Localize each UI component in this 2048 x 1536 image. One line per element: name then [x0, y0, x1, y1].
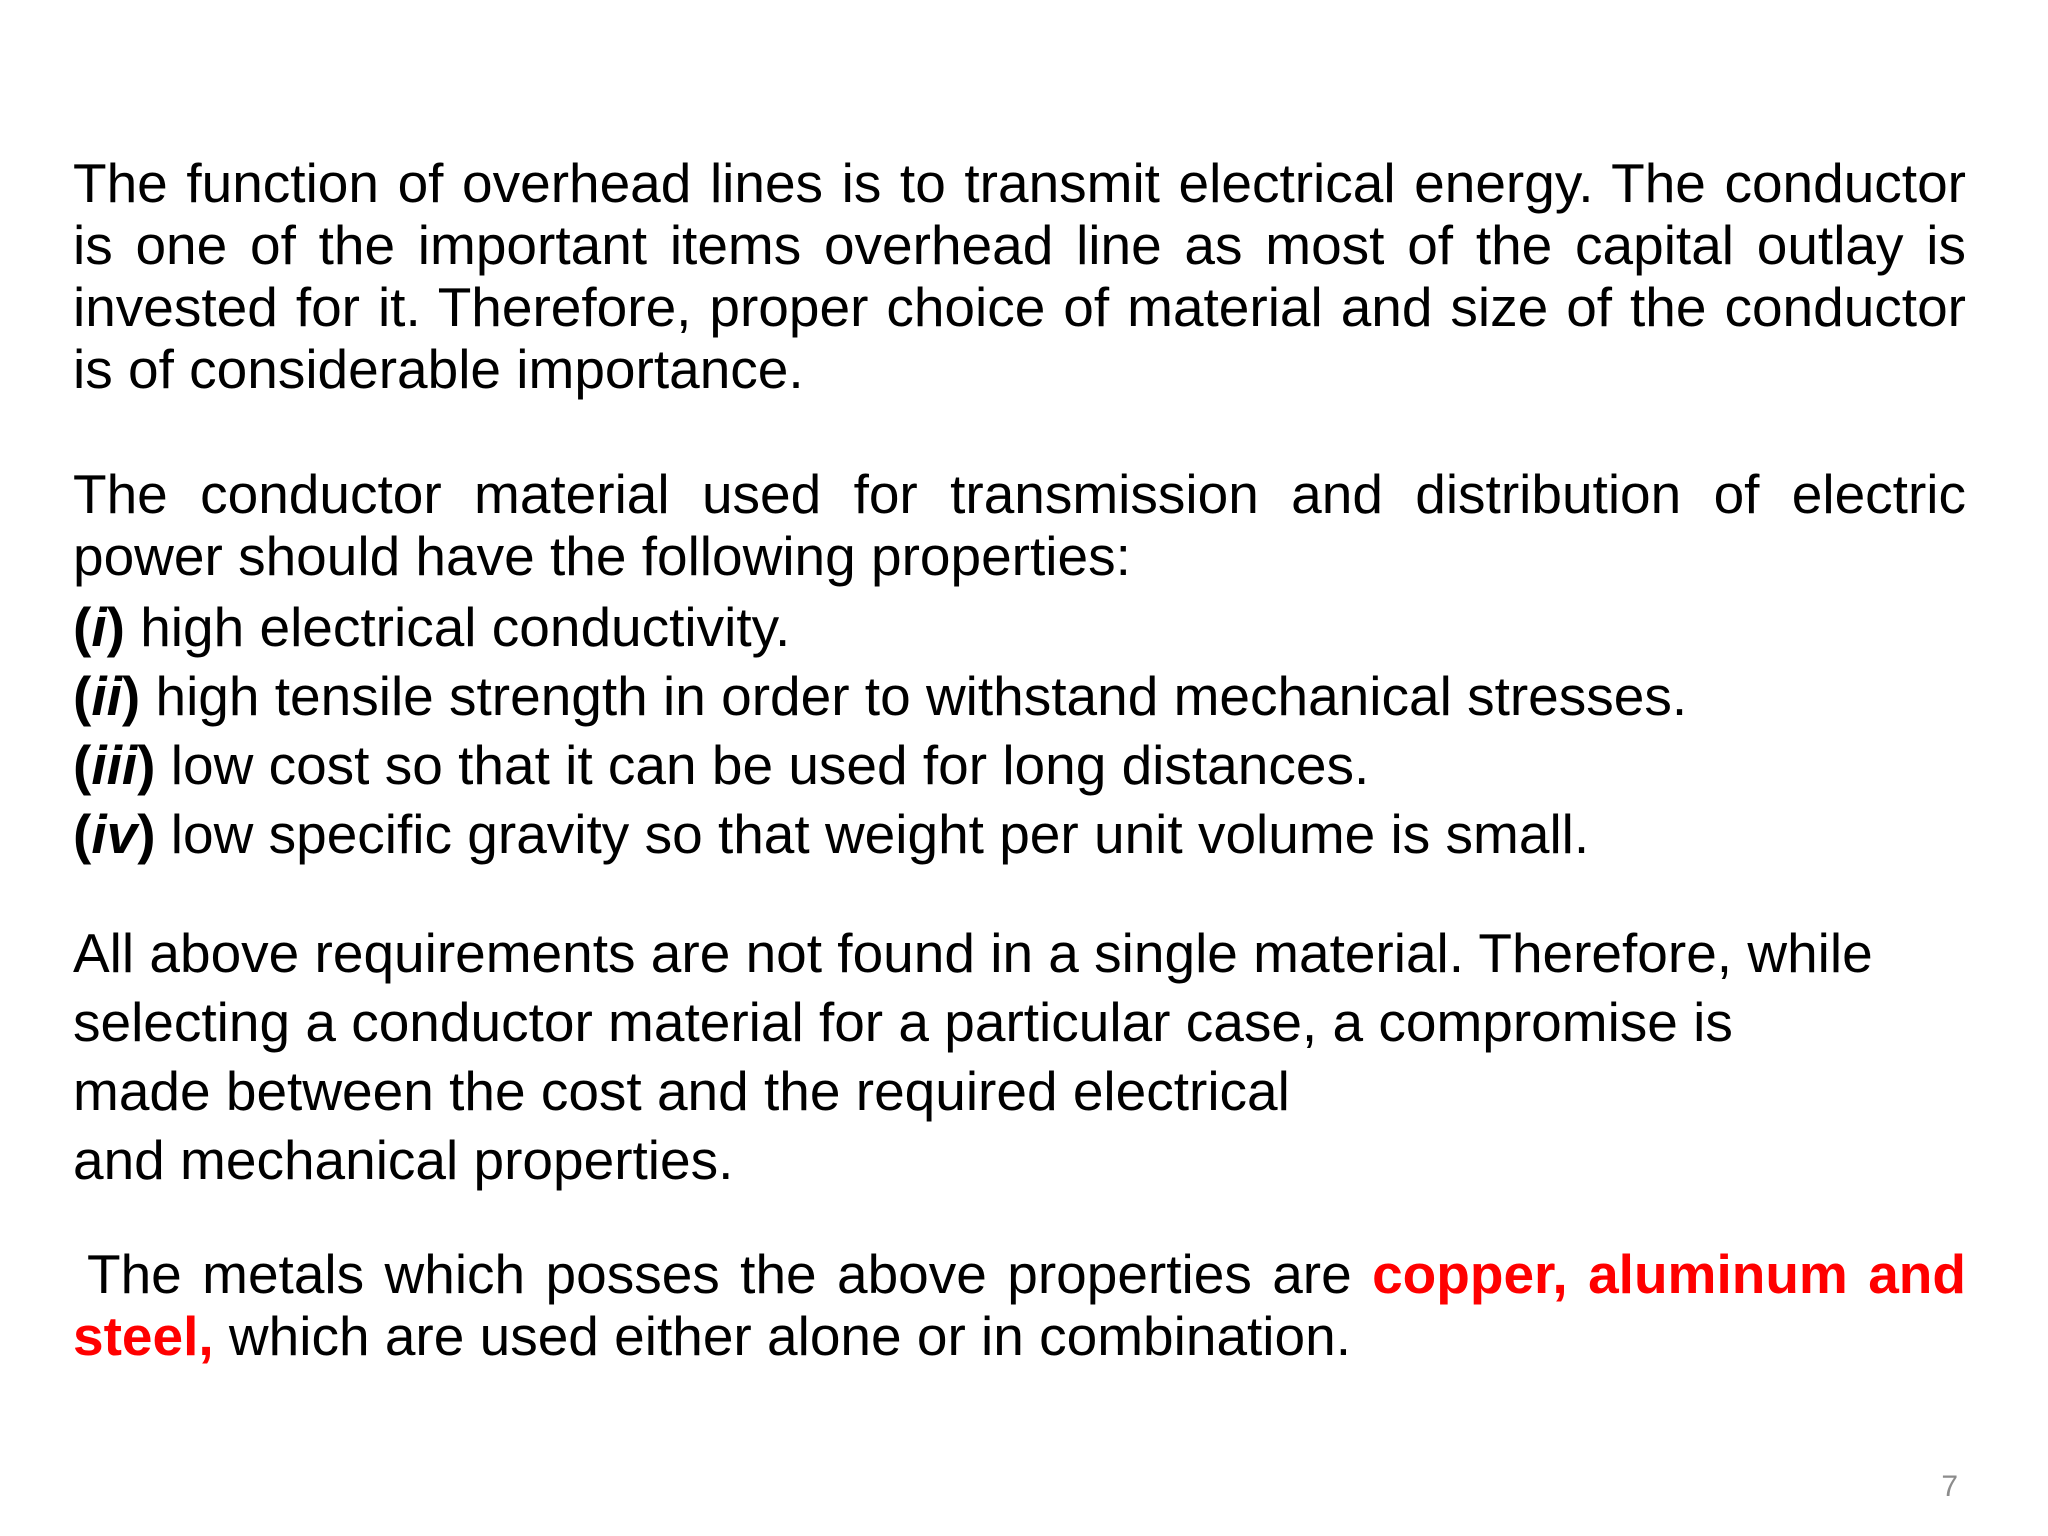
list-item: [73, 800, 1966, 869]
page-number: 7: [1941, 1470, 1958, 1503]
list-marker: (iii): [73, 734, 156, 796]
list-item-text: low cost so that it can be used for long distances.: [155, 734, 1370, 796]
list-marker: (i): [73, 596, 125, 658]
compromise-paragraph: [73, 919, 1966, 1195]
list-marker: (iv): [73, 803, 156, 865]
list-item-text: high tensile strength in order to withstand mechanical stresses.: [140, 665, 1688, 727]
list-item-text: low specific gravity so that weight per unit volume is small.: [155, 803, 1590, 865]
list-item: [73, 731, 1966, 800]
metals-text-after: which are used either alone or in combination.: [213, 1305, 1351, 1367]
properties-list: [73, 593, 1966, 869]
properties-intro-paragraph: The conductor material used for transmission and distribution of electric power should have the following properties:: [73, 463, 1966, 587]
compromise-line: made between the cost and the required electrical: [73, 1060, 1290, 1122]
metals-paragraph: [73, 1243, 1966, 1367]
list-item: [73, 662, 1966, 731]
intro-paragraph: The function of overhead lines is to transmit electrical energy. The conductor is one of the important items overhead line as most of the capital outlay is invested for it. Therefore, proper choice of material and size of the conductor is of considerable importance.: [73, 152, 1966, 400]
slide-content: [73, 152, 1966, 1367]
compromise-line: selecting a conductor material for a particular case, a compromise is: [73, 991, 1733, 1053]
list-item-text: high electrical conductivity.: [124, 596, 791, 658]
compromise-line: and mechanical properties.: [73, 1129, 734, 1191]
list-item: [73, 593, 1966, 662]
compromise-line: All above requirements are not found in a single material. Therefore, while: [73, 922, 1873, 984]
metals-text-before: The metals which posses the above properties are: [87, 1243, 1373, 1305]
list-marker: (ii): [73, 665, 141, 727]
metals-highlight: copper, aluminum and steel,: [73, 1243, 1966, 1367]
